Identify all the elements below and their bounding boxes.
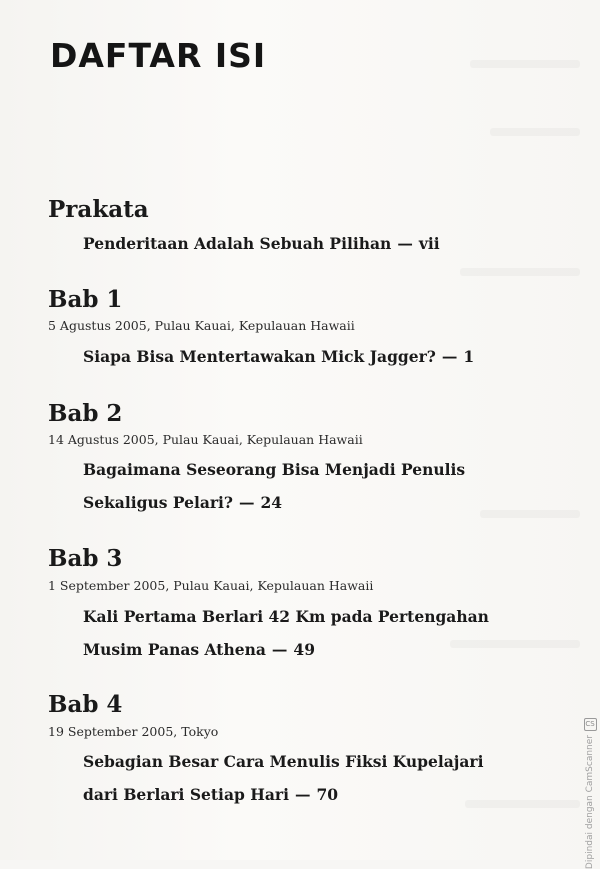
page-title: DAFTAR ISI <box>50 36 267 75</box>
toc-entry-line <box>83 340 503 373</box>
section-meta-bab-1: 5 Agustus 2005, Pulau Kauai, Kepulauan Hawaii <box>48 318 355 333</box>
separator-dash: — <box>294 785 311 804</box>
toc-page-number: 24 <box>260 493 283 512</box>
section-heading-bab-2: Bab 2 <box>48 400 123 427</box>
section-meta-bab-2: 14 Agustus 2005, Pulau Kauai, Kepulauan Hawaii <box>48 432 363 447</box>
separator-dash: — <box>441 347 458 366</box>
scanner-watermark <box>583 718 597 869</box>
toc-entry-title: dari Berlari Setiap Hari <box>83 785 289 804</box>
toc-page-number: 1 <box>463 347 475 366</box>
toc-page-number: 70 <box>316 785 339 804</box>
bleed-through-mark <box>460 268 580 276</box>
separator-dash: — <box>239 493 255 512</box>
section-heading-prakata: Prakata <box>48 196 149 223</box>
toc-entry-title: Siapa Bisa Mentertawakan Mick Jagger? <box>83 347 436 366</box>
section-heading-bab-4: Bab 4 <box>48 691 123 718</box>
toc-page-number: vii <box>418 234 440 253</box>
separator-dash: — <box>271 640 288 659</box>
camscanner-icon: CS <box>584 718 597 731</box>
toc-entry-bab-1 <box>83 340 503 373</box>
toc-entry-line <box>83 227 503 260</box>
toc-entry-line <box>83 633 503 666</box>
toc-entry-prakata <box>83 227 503 260</box>
toc-entry-line: Bagaimana Seseorang Bisa Menjadi Penulis <box>83 460 466 479</box>
bleed-through-mark <box>470 60 580 68</box>
watermark-text: Dipindai dengan CamScanner <box>585 735 595 869</box>
section-heading-bab-3: Bab 3 <box>48 545 123 572</box>
toc-entry-bab-3 <box>83 600 503 666</box>
toc-entry-title: Sekaligus Pelari? <box>83 493 234 512</box>
section-meta-bab-3: 1 September 2005, Pulau Kauai, Kepulauan Hawaii <box>48 578 374 593</box>
toc-entry-line: Kali Pertama Berlari 42 Km pada Pertengahan <box>83 607 489 626</box>
toc-entry-line: Sebagian Besar Cara Menulis Fiksi Kupelajari <box>83 752 484 771</box>
toc-entry-title: Musim Panas Athena <box>83 640 266 659</box>
toc-entry-line <box>83 778 503 811</box>
separator-dash: — <box>397 234 413 253</box>
section-meta-bab-4: 19 September 2005, Tokyo <box>48 724 219 739</box>
section-heading-bab-1: Bab 1 <box>48 286 123 313</box>
bleed-through-mark <box>490 128 580 136</box>
toc-entry-bab-4 <box>83 745 503 811</box>
toc-entry-line <box>83 486 503 519</box>
toc-entry-bab-2 <box>83 453 503 519</box>
toc-page-number: 49 <box>293 640 315 659</box>
toc-entry-title: Penderitaan Adalah Sebuah Pilihan <box>83 234 392 253</box>
